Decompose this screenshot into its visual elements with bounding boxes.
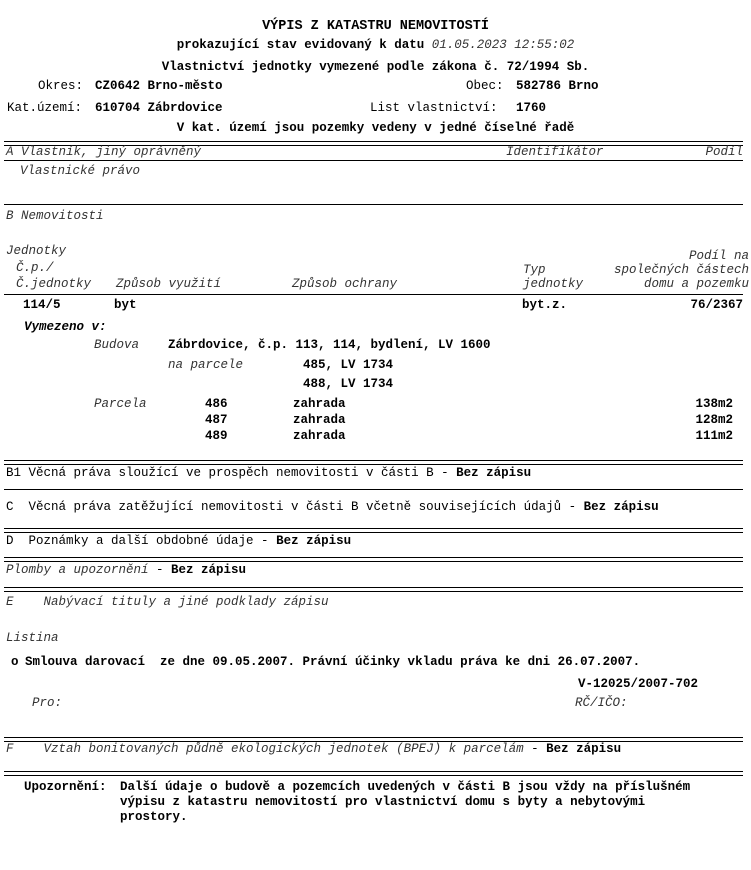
unit-share: 76/2367 <box>690 298 743 312</box>
divider <box>4 489 743 490</box>
unit-number: 114/5 <box>23 298 61 312</box>
pro-label: Pro: <box>32 696 63 710</box>
col-podil-2: společných částech <box>613 263 749 277</box>
col-jednotky: Jednotky <box>6 244 67 258</box>
divider <box>4 528 743 533</box>
rc-ico-label: RČ/IČO: <box>575 696 628 710</box>
section-c-title: C Věcná práva zatěžující nemovitosti v části B včetně souvisejících údajů <box>6 500 562 514</box>
parcel-number: 489 <box>205 429 228 443</box>
katuzemi-label: Kat.území: <box>7 101 83 115</box>
section-f-status: Bez zápisu <box>546 742 622 756</box>
footer-line-1: Další údaje o budově a pozemcích uvedených v části B jsou vždy na příslušném <box>120 780 691 794</box>
col-typ: Typ <box>523 263 546 277</box>
subtitle-date: 01.05.2023 12:55:02 <box>431 38 575 52</box>
divider <box>4 160 743 161</box>
section-d-title: D Poznámky a další obdobné údaje <box>6 534 254 548</box>
okres-value: CZ0642 Brno-město <box>95 79 223 93</box>
col-identifikator: Identifikátor <box>506 145 604 159</box>
divider <box>4 771 743 776</box>
footer-label: Upozornění: <box>24 780 107 794</box>
section-f-title: F Vztah bonitovaných půdně ekologických jednotek (BPEJ) k parcelám <box>6 742 524 756</box>
dash: - <box>253 534 277 548</box>
document-title: VÝPIS Z KATASTRU NEMOVITOSTÍ <box>262 19 489 34</box>
footer-line-2: výpisu z katastru nemovitostí pro vlastnictví domu s byty a nebytovými <box>120 795 646 809</box>
section-b1-title: B1 Věcná práva sloužící ve prospěch nemovitosti v části B <box>6 466 434 480</box>
section-plomby-status: Bez zápisu <box>171 563 247 577</box>
okres-label: Okres: <box>38 79 84 93</box>
parcel-area: 128m2 <box>695 413 733 427</box>
listina-reference: V-12025/2007-702 <box>578 677 699 691</box>
col-zpusob-ochrany: Způsob ochrany <box>292 277 398 291</box>
section-c <box>6 500 659 515</box>
parcel-use: zahrada <box>293 429 346 443</box>
section-b1-status: Bez zápisu <box>456 466 532 480</box>
divider <box>4 460 743 465</box>
section-b-title: B Nemovitosti <box>6 209 104 223</box>
listina-text: Smlouva darovací ze dne 09.05.2007. Právní účinky vkladu práva ke dni 26.07.2007. <box>25 655 641 669</box>
dash: - <box>433 466 457 480</box>
obec-value: 582786 Brno <box>516 79 599 93</box>
dash: - <box>148 563 172 577</box>
col-podil-1: Podíl na <box>688 249 749 263</box>
katuzemi-value: 610704 Zábrdovice <box>95 101 223 115</box>
obec-label: Obec: <box>466 79 504 93</box>
building-parcel: 485, LV 1734 <box>303 358 394 372</box>
parcel-number: 487 <box>205 413 228 427</box>
section-e-title: E Nabývací tituly a jiné podklady zápisu <box>6 595 329 609</box>
cadastral-note: V kat. území jsou pozemky vedeny v jedné číselné řadě <box>176 121 575 135</box>
divider <box>4 587 743 592</box>
parcel-area: 111m2 <box>695 429 733 443</box>
section-d-status: Bez zápisu <box>276 534 352 548</box>
col-podil: Podíl <box>705 145 743 159</box>
section-a-title: A Vlastník, jiný oprávněný <box>6 145 202 159</box>
parcel-number: 486 <box>205 397 228 411</box>
section-f <box>6 742 621 757</box>
subtitle-prefix: prokazující stav evidovaný k datu <box>176 38 425 52</box>
listina-bullet: o <box>11 655 19 669</box>
divider <box>4 204 743 205</box>
col-cp: Č.p./ <box>16 261 54 275</box>
list-label: List vlastnictví: <box>370 101 498 115</box>
unit-use: byt <box>114 298 137 312</box>
section-plomby <box>6 563 246 578</box>
section-plomby-title: Plomby a upozornění <box>6 563 149 577</box>
divider <box>4 294 743 295</box>
vymezeno-label: Vymezeno v: <box>24 320 107 334</box>
parcel-area: 138m2 <box>695 397 733 411</box>
section-b1 <box>6 466 531 481</box>
budova-label: Budova <box>94 338 140 352</box>
divider <box>4 557 743 562</box>
parcel-use: zahrada <box>293 413 346 427</box>
parcel-use: zahrada <box>293 397 346 411</box>
section-d <box>6 534 351 549</box>
document-subtitle <box>0 38 751 53</box>
section-c-status: Bez zápisu <box>583 500 659 514</box>
ownership-type: Vlastnické právo <box>20 164 141 178</box>
col-podil-3: domu a pozemku <box>643 277 749 291</box>
na-parcele-label: na parcele <box>168 358 244 372</box>
list-value: 1760 <box>516 101 547 115</box>
dash: - <box>561 500 584 514</box>
law-line: Vlastnictví jednotky vymezené podle zákona č. 72/1994 Sb. <box>161 60 590 74</box>
building-parcel: 488, LV 1734 <box>303 377 394 391</box>
dash: - <box>523 742 547 756</box>
budova-value: Zábrdovice, č.p. 113, 114, bydlení, LV 1600 <box>168 338 491 352</box>
parcela-label: Parcela <box>94 397 147 411</box>
listina-label: Listina <box>6 631 59 645</box>
col-cjednotky: Č.jednotky <box>16 277 92 291</box>
col-zpusob-vyuziti: Způsob využití <box>116 277 222 291</box>
col-typ-jednotky: jednotky <box>523 277 584 291</box>
footer-line-3: prostory. <box>120 810 188 824</box>
unit-type: byt.z. <box>522 298 568 312</box>
